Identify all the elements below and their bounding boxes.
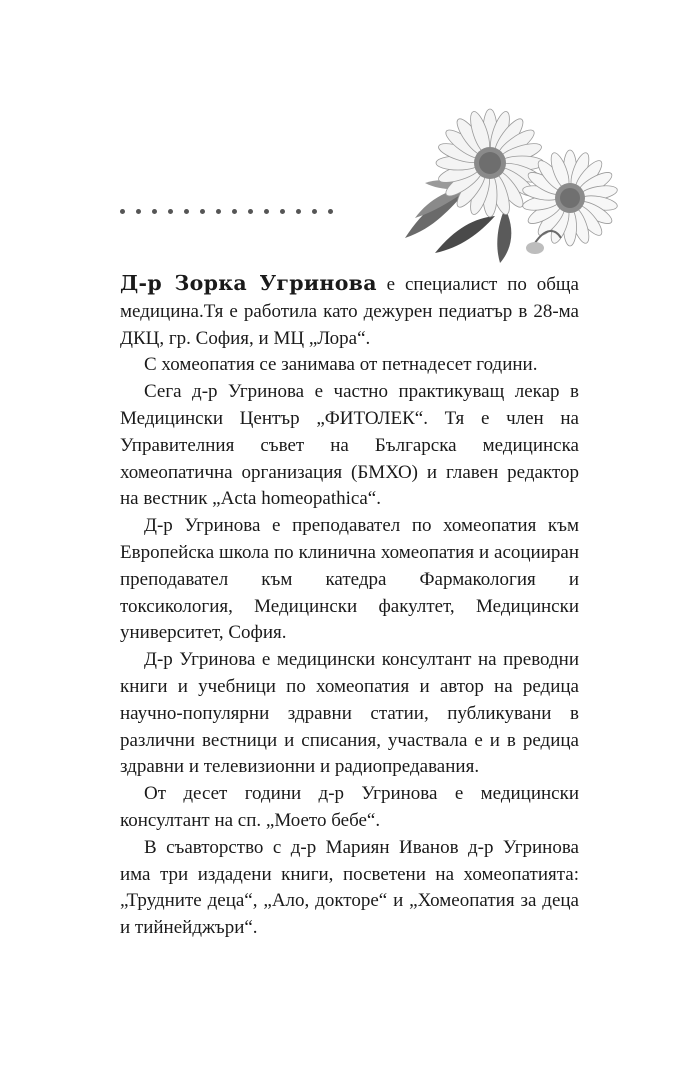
- divider-dot: [232, 209, 237, 214]
- dotted-divider: [120, 209, 333, 214]
- divider-dot: [168, 209, 173, 214]
- paragraph-2: С хомеопатия се занимава от петнадесет години.: [144, 354, 538, 376]
- author-name: Д-р Зорка Угринова: [120, 271, 377, 295]
- paragraph-1-text: е специалист по обща медицина.Тя е работила като дежурен педиатър в 28-ма ДКЦ, гр. София, и МЦ „Лора“.: [120, 274, 579, 349]
- paragraph-4: Д-р Угринова е преподавател по хомеопатия към Европейска школа по клинична хомеопатия и асоцииран преподавател към катедра Фармакология и токсикология, Медицински факултет, Медицински университет, София.: [120, 515, 579, 644]
- paragraph-3: Сега д-р Угринова е частно практикуващ лекар в Медицински Център „ФИТОЛЕК“. Тя е член на Управителния съвет на Българска медицинска хомеопатична организация (БМХО) и главен редактор на вестник „Acta homeopathica“.: [120, 381, 579, 510]
- divider-dot: [216, 209, 221, 214]
- divider-dot: [248, 209, 253, 214]
- divider-dot: [280, 209, 285, 214]
- divider-dot: [296, 209, 301, 214]
- divider-dot: [184, 209, 189, 214]
- chamomile-flowers-icon: [395, 88, 645, 268]
- divider-dot: [120, 209, 125, 214]
- paragraph-1: [120, 270, 579, 352]
- paragraph-5: Д-р Угринова е медицински консултант на преводни книги и учебници по хомеопатия и автор на редица научно-популярни здравни статии, публикувани в различни вестници и списания, участвала е и в редица здравни и телевизионни и радиопредавания.: [120, 649, 579, 778]
- paragraph-7: В съавторство с д-р Мариян Иванов д-р Угринова има три издадени книги, посветени на хомеопатията: „Трудните деца“, „Ало, докторе“ и „Хомеопатия за деца и тийнейджъри“.: [120, 836, 579, 939]
- divider-dot: [200, 209, 205, 214]
- paragraph-6: От десет години д-р Угринова е медицински консултант на сп. „Моето бебе“.: [120, 783, 579, 831]
- divider-dot: [328, 209, 333, 214]
- divider-dot: [264, 209, 269, 214]
- divider-dot: [312, 209, 317, 214]
- divider-dot: [136, 209, 141, 214]
- author-bio: [120, 270, 579, 942]
- divider-dot: [152, 209, 157, 214]
